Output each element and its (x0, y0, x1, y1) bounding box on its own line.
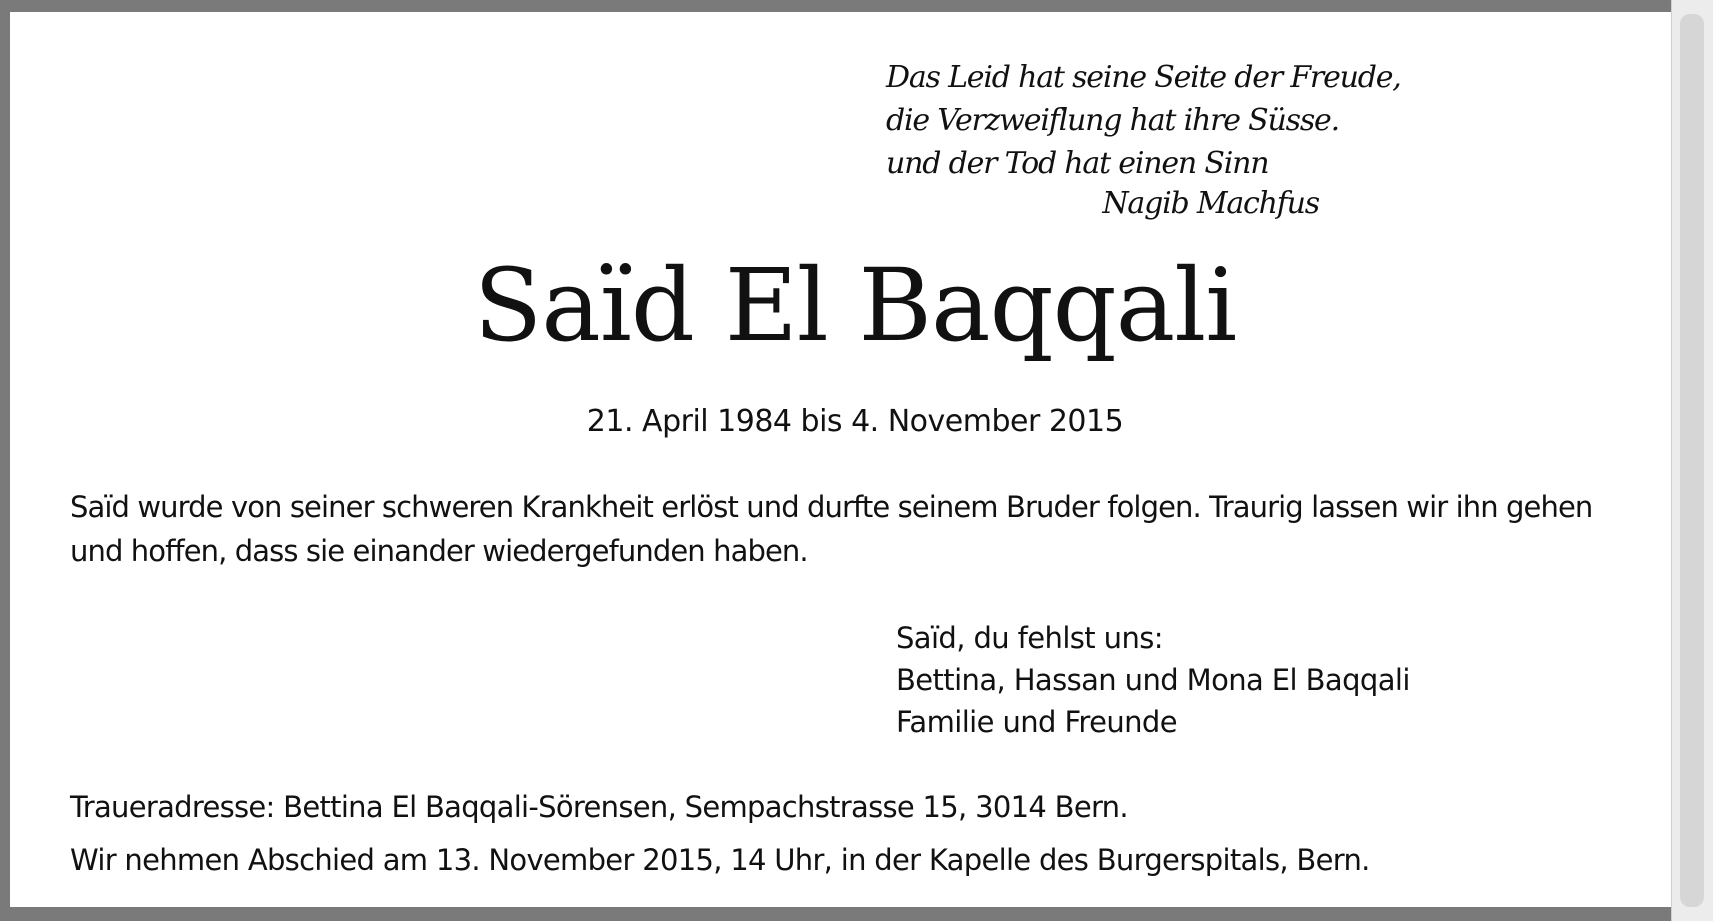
quote-author: Nagib Machfus (1102, 186, 1319, 221)
obituary-text-line: und hoffen, dass sie einander wiedergefunden haben. (70, 534, 808, 568)
farewell-notice: Wir nehmen Abschied am 13. November 2015, 14 Uhr, in der Kapelle des Burgerspitals, Bern. (70, 843, 1370, 877)
signature-line: Saïd, du fehlst uns: (896, 621, 1163, 655)
obituary-text-line: Saïd wurde von seiner schweren Krankheit erlöst und durfte seinem Bruder folgen. Traurig lassen wir ihn gehen (70, 490, 1593, 524)
family-signature (896, 617, 1410, 743)
signature-line: Familie und Freunde (896, 705, 1177, 739)
deceased-name: Saïd El Baqqali (473, 247, 1237, 364)
vertical-scrollbar[interactable] (1671, 0, 1713, 921)
quote-line: die Verzweiflung hat ihre Süsse. (886, 103, 1339, 138)
quote-block (886, 56, 1401, 185)
mourning-address: Traueradresse: Bettina El Baqqali-Sörensen, Sempachstrasse 15, 3014 Bern. (70, 790, 1128, 824)
obituary-text (70, 485, 1670, 573)
obituary-page (10, 12, 1671, 907)
quote-line: und der Tod hat einen Sinn (886, 146, 1269, 181)
life-dates: 21. April 1984 bis 4. November 2015 (586, 404, 1124, 439)
scrollbar-thumb[interactable] (1680, 14, 1704, 907)
quote-line: Das Leid hat seine Seite der Freude, (886, 60, 1401, 95)
signature-line: Bettina, Hassan und Mona El Baqqali (896, 663, 1410, 697)
